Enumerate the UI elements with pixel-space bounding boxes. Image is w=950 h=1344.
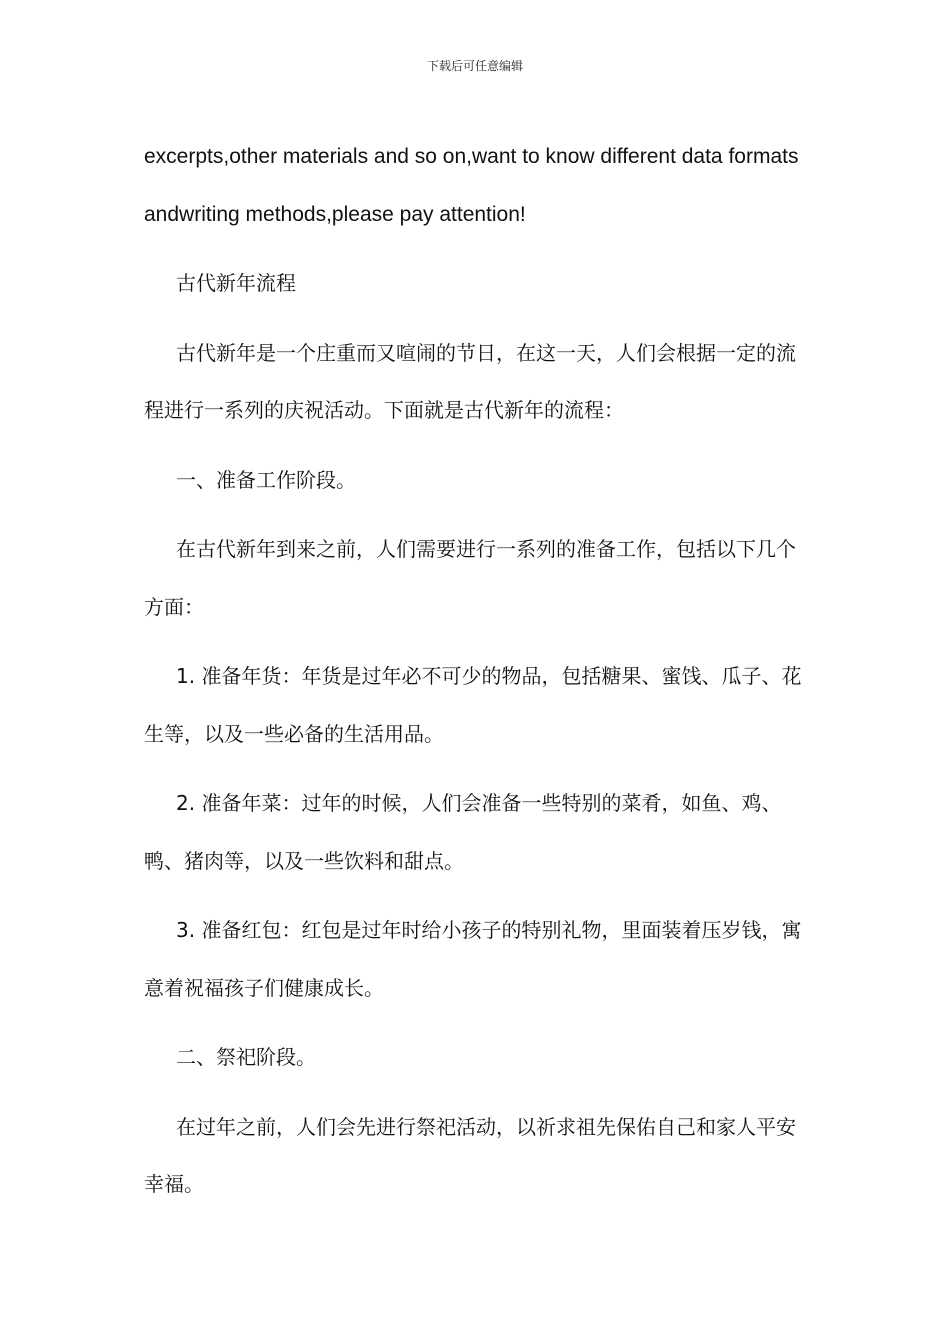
section-heading-1: 一、准备工作阶段。 [176, 467, 356, 492]
section-heading-2: 二、祭祀阶段。 [176, 1045, 316, 1069]
paragraph-title: 古代新年流程 [176, 271, 296, 295]
paragraph-english-intro: excerpts,other materials and so on,want to know different data formats andwriting methods,please pay attention! [144, 145, 799, 226]
list-item-3: 3. 准备红包：红包是过年时给小孩子的特别礼物，里面装着压岁钱，寓意着祝福孩子们健康成长。 [144, 918, 802, 1000]
document-body [144, 128, 806, 1226]
paragraph-sacrifice: 在过年之前，人们会先进行祭祀活动，以祈求祖先保佑自己和家人平安幸福。 [144, 1114, 796, 1196]
list-item-2: 2. 准备年菜：过年的时候，人们会准备一些特别的菜肴，如鱼、鸡、鸭、猪肉等，以及一些饮料和甜点。 [144, 791, 782, 873]
list-item-1: 1. 准备年货：年货是过年必不可少的物品，包括糖果、蜜饯、瓜子、花生等，以及一些必备的生活用品。 [144, 664, 802, 746]
paragraph-prep: 在古代新年到来之前，人们需要进行一系列的准备工作，包括以下几个方面： [144, 537, 796, 619]
paragraph-intro: 古代新年是一个庄重而又喧闹的节日，在这一天，人们会根据一定的流程进行一系列的庆祝活动。下面就是古代新年的流程： [144, 340, 796, 422]
page-header: 下载后可任意编辑 [426, 59, 523, 73]
